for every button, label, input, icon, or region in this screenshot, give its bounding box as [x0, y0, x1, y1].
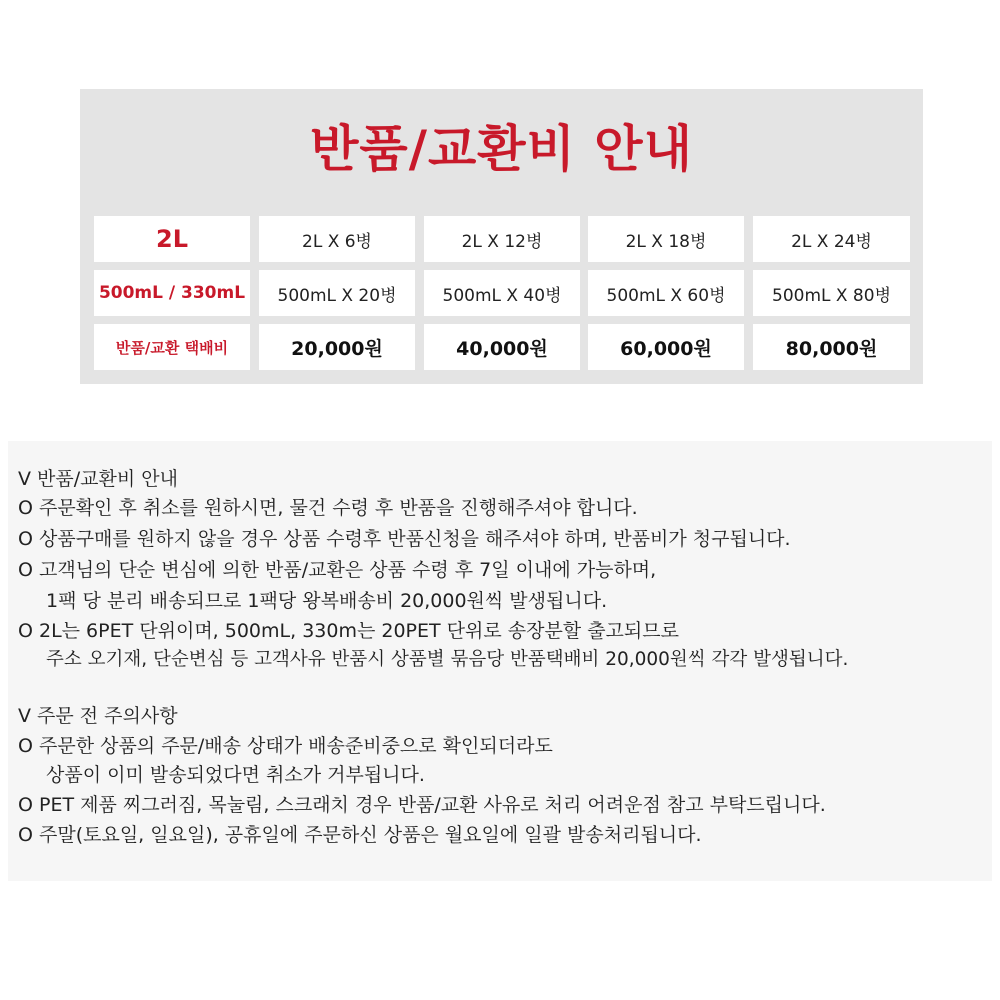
- notice-line: O PET 제품 찌그러짐, 목눌림, 스크래치 경우 반품/교환 사유로 처리 어려운점 참고 부탁드립니다.: [18, 794, 826, 816]
- price-cell: 20,000원: [259, 324, 415, 370]
- notice-line: O 2L는 6PET 단위이며, 500mL, 330m는 20PET 단위로 송장분할 출고되므로: [18, 620, 679, 642]
- price-cell: 40,000원: [424, 324, 580, 370]
- table-cell: 500mL X 80병: [753, 270, 910, 316]
- table-cell: 500mL X 60병: [588, 270, 744, 316]
- price-cell: 80,000원: [753, 324, 910, 370]
- table-cell: 2L X 24병: [753, 216, 910, 262]
- row-header-500ml: 500mL / 330mL: [94, 270, 250, 316]
- notice-line: 1팩 당 분리 배송되므로 1팩당 왕복배송비 20,000원씩 발생됩니다.: [46, 590, 608, 612]
- section-heading: V 주문 전 주의사항: [18, 705, 178, 727]
- row-header-fee: 반품/교환 택배비: [94, 324, 250, 370]
- table-cell: 500mL X 40병: [424, 270, 580, 316]
- section-heading: V 반품/교환비 안내: [18, 468, 178, 490]
- notice-section: [8, 441, 992, 881]
- notice-line: O 주말(토요일, 일요일), 공휴일에 주문하신 상품은 월요일에 일괄 발송처리됩니다.: [18, 824, 702, 846]
- table-cell: 2L X 6병: [259, 216, 415, 262]
- price-cell: 60,000원: [588, 324, 744, 370]
- notice-line: O 고객님의 단순 변심에 의한 반품/교환은 상품 수령 후 7일 이내에 가능하며,: [18, 559, 657, 581]
- page-title: 반품/교환비 안내: [310, 120, 693, 178]
- notice-line: O 상품구매를 원하지 않을 경우 상품 수령후 반품신청을 해주셔야 하며, 반품비가 청구됩니다.: [18, 528, 791, 550]
- notice-line: 주소 오기재, 단순변심 등 고객사유 반품시 상품별 묶음당 반품택배비 20,000원씩 각각 발생됩니다.: [46, 649, 849, 670]
- table-cell: 500mL X 20병: [259, 270, 415, 316]
- table-cell: 2L X 12병: [424, 216, 580, 262]
- notice-line: O 주문한 상품의 주문/배송 상태가 배송준비중으로 확인되더라도: [18, 735, 553, 757]
- notice-line: 상품이 이미 발송되었다면 취소가 거부됩니다.: [46, 764, 425, 786]
- row-header-2l: 2L: [94, 216, 250, 262]
- table-cell: 2L X 18병: [588, 216, 744, 262]
- notice-line: O 주문확인 후 취소를 원하시면, 물건 수령 후 반품을 진행해주셔야 합니다.: [18, 497, 638, 519]
- fee-guide-panel: [80, 89, 923, 384]
